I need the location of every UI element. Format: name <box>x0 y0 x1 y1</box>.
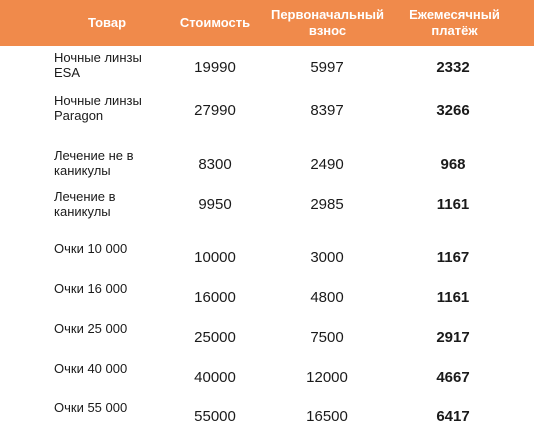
product-name: Очки 40 000 <box>54 361 128 376</box>
cost-value: 19990 <box>194 59 236 76</box>
down-payment-value: 12000 <box>306 369 348 386</box>
product-name: Очки 55 000 <box>54 400 128 415</box>
down-payment-value: 3000 <box>310 249 344 266</box>
down-payment-value: 2985 <box>310 196 344 213</box>
cost-value: 10000 <box>194 249 236 266</box>
monthly-payment-value: 3266 <box>436 102 470 119</box>
product-name: Ночные линзы ESA <box>54 50 142 80</box>
product-name: Лечение в каникулы <box>54 189 116 219</box>
product-name: Очки 16 000 <box>54 281 128 296</box>
cost-value: 8300 <box>198 156 232 173</box>
down-payment-value: 5997 <box>310 59 344 76</box>
header-product: Товар <box>87 15 127 30</box>
cost-value: 16000 <box>194 289 236 306</box>
cost-value: 25000 <box>194 329 236 346</box>
monthly-payment-value: 4667 <box>436 369 470 386</box>
down-payment-value: 4800 <box>310 289 344 306</box>
down-payment-value: 16500 <box>306 408 348 425</box>
cost-value: 40000 <box>194 369 236 386</box>
monthly-payment-value: 968 <box>440 156 466 173</box>
header-down-payment: Первоначальный взнос <box>270 7 384 38</box>
monthly-payment-value: 1161 <box>436 289 470 306</box>
monthly-payment-value: 2332 <box>436 59 470 76</box>
cost-value: 9950 <box>198 196 232 213</box>
header-cost: Стоимость <box>179 15 251 30</box>
monthly-payment-value: 1167 <box>436 249 470 266</box>
product-name: Очки 10 000 <box>54 241 128 256</box>
cost-value: 55000 <box>194 408 236 425</box>
cost-value: 27990 <box>194 102 236 119</box>
monthly-payment-value: 1161 <box>436 196 470 213</box>
header-monthly-payment: Ежемесячный платёж <box>409 7 500 38</box>
down-payment-value: 2490 <box>310 156 344 173</box>
monthly-payment-value: 6417 <box>436 408 470 425</box>
table-header <box>0 0 534 46</box>
monthly-payment-value: 2917 <box>436 329 470 346</box>
product-name: Лечение не в каникулы <box>54 148 134 178</box>
product-name: Очки 25 000 <box>54 321 128 336</box>
product-name: Ночные линзы Paragon <box>54 93 142 123</box>
down-payment-value: 7500 <box>310 329 344 346</box>
down-payment-value: 8397 <box>310 102 344 119</box>
